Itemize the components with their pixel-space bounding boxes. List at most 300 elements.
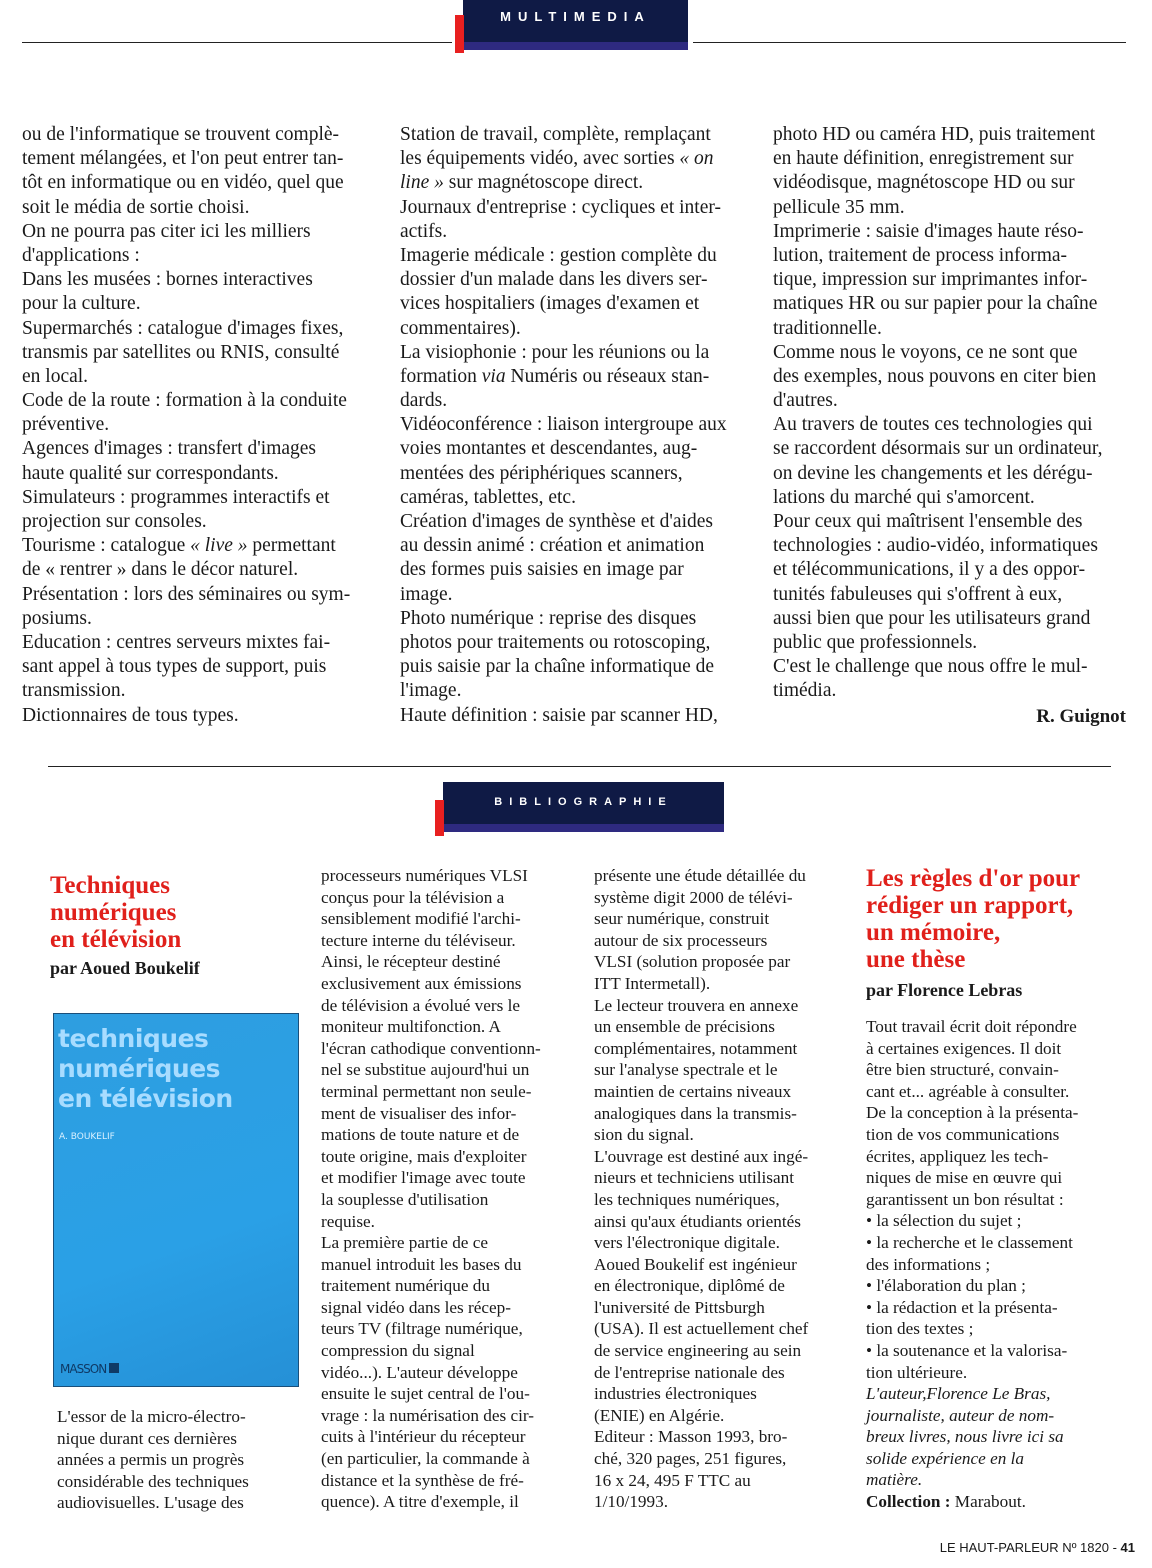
text-line [773, 317, 1103, 341]
text-segment: lations du marché qui s'amorcent. [773, 486, 1035, 508]
text-segment: vers l'électronique digitale. [594, 1233, 780, 1253]
text-line [594, 908, 808, 930]
text-segment: projection sur consoles. [22, 511, 207, 532]
text-segment: sion du signal. [594, 1125, 694, 1145]
text-line [773, 462, 1103, 486]
text-segment: Station de travail, complète, remplaçant [400, 124, 711, 145]
text-segment: en haute définition, enregistrement sur [773, 148, 1074, 170]
text-segment: se raccordent désormais sur un ordinateur, [773, 438, 1103, 460]
text-segment: traditionnelle. [773, 317, 882, 339]
bibliography-banner [443, 782, 724, 824]
banner-underline [463, 42, 688, 50]
book1-cover-image [53, 1013, 299, 1387]
text-line [594, 1362, 808, 1384]
text-segment: compression du signal [321, 1341, 475, 1361]
text-line [400, 704, 727, 728]
text-line [594, 1016, 808, 1038]
book1-column-3 [594, 865, 808, 1513]
text-line [866, 1232, 1078, 1254]
text-line [594, 1340, 808, 1362]
text-line [866, 1167, 1078, 1189]
text-line [866, 1469, 1078, 1491]
text-line [773, 244, 1103, 268]
text-line [321, 1383, 541, 1405]
text-segment: photo HD ou caméra HD, puis traitement [773, 124, 1096, 145]
text-line [22, 220, 350, 244]
text-segment: considérable des techniques [57, 1471, 249, 1491]
text-line [773, 655, 1103, 679]
text-line [773, 631, 1103, 655]
book2-byline: par Florence Lebras [866, 980, 1023, 1000]
text-segment: et modifier l'image avec toute [321, 1168, 526, 1188]
text-line [321, 1491, 541, 1513]
text-segment: L'essor de la micro-électro- [57, 1407, 246, 1426]
text-segment: transmission. [22, 680, 126, 702]
text-line [22, 196, 350, 220]
text-line [22, 704, 350, 728]
text-segment: Education : centres serveurs mixtes fai- [22, 631, 331, 653]
text-segment: écrites, appliquez les tech- [866, 1146, 1049, 1166]
text-line [594, 1426, 808, 1448]
text-line [594, 951, 808, 973]
text-segment: • la recherche et le classement [866, 1232, 1073, 1252]
text-line [866, 1059, 1078, 1081]
text-line [866, 1340, 1078, 1362]
text-segment: pellicule 35 mm. [773, 196, 905, 218]
text-segment: dossier d'un malade dans les divers ser- [400, 269, 708, 291]
text-line [321, 908, 541, 930]
text-segment: actifs. [400, 220, 448, 242]
text-line [321, 1146, 541, 1168]
text-segment: Imagerie médicale : gestion complète du [400, 244, 717, 266]
cover-author: A. BOUKELIF [59, 1132, 115, 1142]
text-line [400, 583, 727, 607]
text-segment: les équipements vidéo, avec sorties [400, 148, 680, 170]
text-segment: présente une étude détaillée du [594, 866, 806, 885]
text-line [773, 171, 1103, 195]
text-segment: des formes puis saisies en image par [400, 559, 684, 581]
text-line [321, 1059, 541, 1081]
text-segment: puis saisie par la chaîne informatique de [400, 656, 715, 678]
publisher-logo-icon [109, 1363, 119, 1373]
text-line [866, 1275, 1078, 1297]
text-line [594, 1167, 808, 1189]
text-line [400, 534, 727, 558]
text-line [22, 341, 350, 365]
text-segment: (ENIE) en Algérie. [594, 1405, 725, 1425]
text-line [22, 655, 350, 679]
text-segment: années a permis un progrès [57, 1450, 245, 1470]
book1-column-1 [57, 1406, 249, 1514]
text-line [22, 389, 350, 413]
text-line [400, 317, 727, 341]
text-line [22, 486, 350, 510]
text-line [773, 389, 1103, 413]
text-segment: sur l'analyse spectrale et le [594, 1060, 778, 1080]
text-segment: matière. [866, 1470, 923, 1490]
cover-publisher [60, 1362, 119, 1376]
text-segment: lution, traitement de process informa- [773, 244, 1068, 266]
text-line [866, 1081, 1078, 1103]
text-segment: en local. [22, 365, 89, 387]
text-line [594, 973, 808, 995]
text-segment: mentées des périphériques scanners, [400, 462, 683, 484]
text-line [773, 486, 1103, 510]
magazine-issue: LE HAUT-PARLEUR Nº 1820 - [939, 1540, 1121, 1555]
text-segment: signal vidéo dans les récep- [321, 1297, 511, 1317]
text-segment: Agences d'images : transfert d'images [22, 438, 317, 460]
text-segment: en électronique, diplômé de [594, 1276, 785, 1296]
text-segment: solide expérience en la [866, 1448, 1024, 1468]
text-line [866, 1362, 1078, 1384]
text-segment: Imprimerie : saisie d'images haute réso- [773, 220, 1084, 242]
text-line [22, 413, 350, 437]
text-segment: soit le média de sortie choisi. [22, 196, 250, 218]
text-segment: • la rédaction et la présenta- [866, 1297, 1058, 1317]
text-line [773, 437, 1103, 461]
text-segment: système digit 2000 de télévi- [594, 887, 793, 907]
header-rule-right [693, 42, 1126, 43]
header-rule-left [22, 42, 452, 43]
text-segment: industries électroniques [594, 1384, 757, 1404]
text-line [773, 534, 1103, 558]
text-line [321, 1038, 541, 1060]
text-segment: quence). A titre d'exemple, il [321, 1492, 519, 1512]
text-segment: sur magnétoscope direct. [443, 172, 644, 194]
text-line [400, 510, 727, 534]
text-line [400, 486, 727, 510]
text-line [400, 220, 727, 244]
text-segment: Supermarchés : catalogue d'images fixes, [22, 317, 344, 339]
text-segment: tion ultérieure. [866, 1362, 968, 1382]
book1-title [50, 872, 181, 953]
text-line [321, 1103, 541, 1125]
text-line [773, 292, 1103, 316]
text-line [22, 123, 350, 147]
text-line [57, 1449, 249, 1471]
text-segment: formation [400, 365, 482, 387]
text-segment: préventive. [22, 414, 110, 436]
text-segment: Création d'images de synthèse et d'aides [400, 511, 713, 532]
text-line [400, 292, 727, 316]
text-segment: distance et la synthèse de fré- [321, 1470, 524, 1490]
text-line [773, 220, 1103, 244]
text-segment: line » [400, 172, 444, 194]
text-line [22, 437, 350, 461]
text-line [57, 1406, 249, 1428]
text-segment: analogiques dans la transmis- [594, 1103, 797, 1123]
text-segment: breux livres, nous livre ici sa [866, 1427, 1064, 1447]
book2-title [866, 865, 1080, 973]
text-segment: via [481, 365, 506, 387]
text-line [866, 1426, 1078, 1448]
title-line: une thèse [866, 946, 966, 973]
text-line [866, 1124, 1078, 1146]
text-segment: image. [400, 583, 453, 605]
title-line: Les règles d'or pour [866, 865, 1081, 892]
text-line [400, 631, 727, 655]
text-segment: mations de toute nature et de [321, 1125, 520, 1145]
text-segment: de l'entreprise nationale des [594, 1362, 785, 1382]
text-segment: • l'élaboration du plan ; [866, 1276, 1026, 1296]
text-segment: cant et... agréable à consulter. [866, 1081, 1070, 1101]
article-signature: R. Guignot [1036, 706, 1126, 727]
text-segment: des exemples, nous pouvons en citer bien [773, 365, 1097, 387]
page-footer [940, 1540, 1135, 1555]
publisher-logo-text: MASSON [60, 1362, 107, 1376]
text-line [400, 679, 727, 703]
text-segment: moniteur multifonction. A [321, 1017, 501, 1037]
text-segment: sensiblement modifié l'archi- [321, 909, 521, 929]
title-line: Techniques [50, 872, 170, 899]
text-segment: Présentation : lors des séminaires ou sym- [22, 583, 351, 605]
page-number: 41 [1120, 1540, 1135, 1555]
text-segment: sant appel à tous types de support, puis [22, 656, 327, 678]
text-segment: processeurs numériques VLSI [321, 866, 528, 885]
text-line [594, 1081, 808, 1103]
text-segment: au dessin animé : création et animation [400, 535, 705, 557]
text-segment: l'écran cathodique conventionn- [321, 1038, 541, 1058]
text-line [321, 1275, 541, 1297]
text-line [866, 1318, 1078, 1340]
section-banner [463, 0, 688, 42]
text-segment: De la conception à la présenta- [866, 1103, 1079, 1123]
text-segment: C'est le challenge que nous offre le mul- [773, 656, 1088, 678]
text-segment: seur numérique, construit [594, 909, 770, 929]
banner-underline [443, 824, 724, 832]
text-segment: et télécommunications, il y a des oppor- [773, 559, 1086, 581]
title-line: numériques [50, 899, 177, 926]
text-line [866, 1146, 1078, 1168]
text-line [594, 1059, 808, 1081]
text-line [321, 995, 541, 1017]
text-line [321, 930, 541, 952]
text-segment: d'applications : [22, 244, 140, 266]
text-segment: public que professionnels. [773, 631, 978, 653]
text-segment: pour la culture. [22, 293, 141, 315]
text-segment: 16 x 24, 495 F TTC au [594, 1470, 751, 1490]
text-line [400, 365, 727, 389]
text-segment: Vidéoconférence : liaison intergroupe aux [400, 414, 727, 436]
text-segment: conçus pour la télévision a [321, 887, 505, 907]
title-line: un mémoire, [866, 919, 1001, 946]
text-segment: (en particulier, la commande à [321, 1449, 530, 1469]
text-line [594, 1124, 808, 1146]
text-line [321, 1232, 541, 1254]
text-line [400, 147, 727, 171]
text-segment: On ne pourra pas citer ici les milliers [22, 220, 311, 242]
text-segment: d'autres. [773, 390, 838, 412]
text-line [321, 1167, 541, 1189]
text-segment: audiovisuelles. L'usage des [57, 1493, 244, 1513]
text-line [321, 1124, 541, 1146]
text-line [594, 865, 808, 887]
text-line [866, 1189, 1078, 1211]
text-segment: tôt en informatique ou en vidéo, quel que [22, 172, 344, 194]
text-line [594, 1383, 808, 1405]
text-segment: Au travers de toutes ces technologies qui [773, 414, 1093, 436]
text-segment: dards. [400, 390, 448, 412]
text-line [22, 607, 350, 631]
text-line [321, 1448, 541, 1470]
text-line [773, 607, 1103, 631]
bibliography-rule [48, 766, 1111, 767]
text-line [594, 1491, 808, 1513]
text-segment: toute origine, mais d'exploiter [321, 1146, 527, 1166]
book2-column [866, 1016, 1078, 1513]
text-line [773, 413, 1103, 437]
text-segment: manuel introduit les bases du [321, 1254, 522, 1274]
text-line [773, 583, 1103, 607]
text-line [22, 534, 350, 558]
text-segment: Simulateurs : programmes interactifs et [22, 486, 330, 508]
text-line [400, 655, 727, 679]
text-segment: Le lecteur trouvera en annexe [594, 995, 799, 1015]
text-line [773, 268, 1103, 292]
text-segment: Tout travail écrit doit répondre [866, 1017, 1077, 1036]
text-line [321, 1189, 541, 1211]
text-line [866, 1016, 1078, 1038]
text-line [321, 1470, 541, 1492]
text-segment: (USA). Il est actuellement chef [594, 1319, 809, 1339]
text-line [22, 244, 350, 268]
text-segment: nel se substitue aujourd'hui un [321, 1060, 530, 1080]
text-line [594, 887, 808, 909]
text-segment: Numéris ou réseaux stan- [505, 365, 710, 387]
text-line [321, 1254, 541, 1276]
text-segment: de « rentrer » dans le décor naturel. [22, 559, 299, 581]
text-segment: technologies : audio-vidéo, informatiques [773, 535, 1098, 557]
text-segment: Code de la route : formation à la conduite [22, 390, 347, 412]
text-segment: ou de l'informatique se trouvent complè- [22, 124, 340, 145]
text-line [321, 1211, 541, 1233]
text-segment: permettant [247, 535, 336, 557]
text-segment: Pour ceux qui maîtrisent l'ensemble des [773, 511, 1083, 532]
text-segment: VLSI (solution proposée par [594, 952, 791, 972]
book1-byline: par Aoued Boukelif [50, 958, 200, 978]
text-line [594, 1275, 808, 1297]
text-segment: Journaux d'entreprise : cycliques et inter- [400, 196, 721, 218]
text-segment: vrage : la numérisation des cir- [321, 1405, 534, 1425]
text-segment: garantissent un bon résultat : [866, 1189, 1064, 1209]
text-line [594, 1318, 808, 1340]
text-line [321, 1016, 541, 1038]
text-line [866, 1448, 1078, 1470]
text-segment: la souplesse d'utilisation [321, 1189, 489, 1209]
text-line [400, 268, 727, 292]
text-segment: de service engineering au sein [594, 1341, 802, 1361]
text-segment: La première partie de ce [321, 1233, 488, 1253]
text-segment: tement mélangées, et l'on peut entrer tan- [22, 148, 344, 170]
text-line [321, 1318, 541, 1340]
text-line [22, 631, 350, 655]
title-line: en télévision [50, 926, 182, 953]
text-line [321, 1426, 541, 1448]
text-segment: un ensemble de précisions [594, 1017, 775, 1037]
text-line [321, 1405, 541, 1427]
text-segment: nieurs et techniciens utilisant [594, 1168, 794, 1188]
text-segment: • la sélection du sujet ; [866, 1211, 1022, 1231]
text-line [22, 583, 350, 607]
cover-title-line: techniques [58, 1024, 209, 1053]
section-red-bar [455, 15, 464, 53]
text-segment: complémentaires, notamment [594, 1038, 798, 1058]
text-segment: vidéodisque, magnétoscope HD ou sur [773, 172, 1075, 194]
text-line [321, 1297, 541, 1319]
text-segment: de télévision a évolué vers le [321, 995, 521, 1015]
text-line [22, 558, 350, 582]
article-column-2 [400, 123, 727, 728]
text-segment: on devine les changements et les dérégu- [773, 462, 1093, 484]
text-segment: nique durant ces dernières [57, 1428, 237, 1448]
text-line [773, 123, 1103, 147]
text-segment: caméras, tablettes, etc. [400, 486, 576, 508]
text-segment: maintien de certains niveaux [594, 1081, 792, 1101]
text-line [22, 317, 350, 341]
text-segment: • la soutenance et la valorisa- [866, 1340, 1068, 1360]
text-segment: ché, 320 pages, 251 figures, [594, 1449, 787, 1469]
text-segment: aussi bien que pour les utilisateurs grand [773, 607, 1091, 629]
text-line [594, 1146, 808, 1168]
text-segment: tecture interne du téléviseur. [321, 930, 516, 950]
text-segment: « live » [190, 535, 248, 557]
text-segment: tion de vos communications [866, 1124, 1060, 1144]
text-segment: niques de mise en œuvre qui [866, 1168, 1063, 1188]
text-segment: photos pour traitements ou rotoscoping, [400, 631, 711, 653]
text-line [22, 462, 350, 486]
text-line [400, 196, 727, 220]
text-line [400, 244, 727, 268]
text-segment: timédia. [773, 680, 837, 702]
text-line [22, 147, 350, 171]
text-line [866, 1102, 1078, 1124]
text-segment: tion des textes ; [866, 1319, 974, 1339]
text-line [594, 1232, 808, 1254]
text-segment: voies montantes et descendantes, aug- [400, 438, 698, 460]
text-segment: teurs TV (filtrage numérique, [321, 1319, 523, 1339]
text-line [22, 510, 350, 534]
text-segment: 1/10/1993. [594, 1492, 669, 1512]
text-segment: Aoued Boukelif est ingénieur [594, 1254, 797, 1274]
text-line [866, 1405, 1078, 1427]
text-segment: « on [679, 148, 714, 170]
text-line [594, 930, 808, 952]
text-line [321, 951, 541, 973]
text-line [866, 1383, 1078, 1405]
text-segment: Dans les musées : bornes interactives [22, 269, 313, 291]
article-column-1 [22, 123, 350, 728]
text-line [400, 413, 727, 437]
text-line [866, 1210, 1078, 1232]
text-line [321, 1081, 541, 1103]
text-line [866, 1038, 1078, 1060]
text-segment: tique, impression sur imprimantes infor- [773, 269, 1088, 291]
text-segment: Photo numérique : reprise des disques [400, 607, 697, 629]
text-line [400, 607, 727, 631]
text-segment: haute qualité sur correspondants. [22, 462, 279, 484]
text-line [594, 1297, 808, 1319]
section-red-bar [435, 800, 444, 836]
text-segment: cuits à l'intérieur du récepteur [321, 1427, 526, 1447]
text-segment: transmis par satellites ou RNIS, consulté [22, 341, 340, 363]
text-line [321, 1362, 541, 1384]
text-line [22, 268, 350, 292]
text-line [866, 1491, 1078, 1513]
text-line [321, 887, 541, 909]
text-segment: être bien structuré, convain- [866, 1060, 1059, 1080]
text-segment: commentaires). [400, 317, 521, 339]
text-line [773, 365, 1103, 389]
